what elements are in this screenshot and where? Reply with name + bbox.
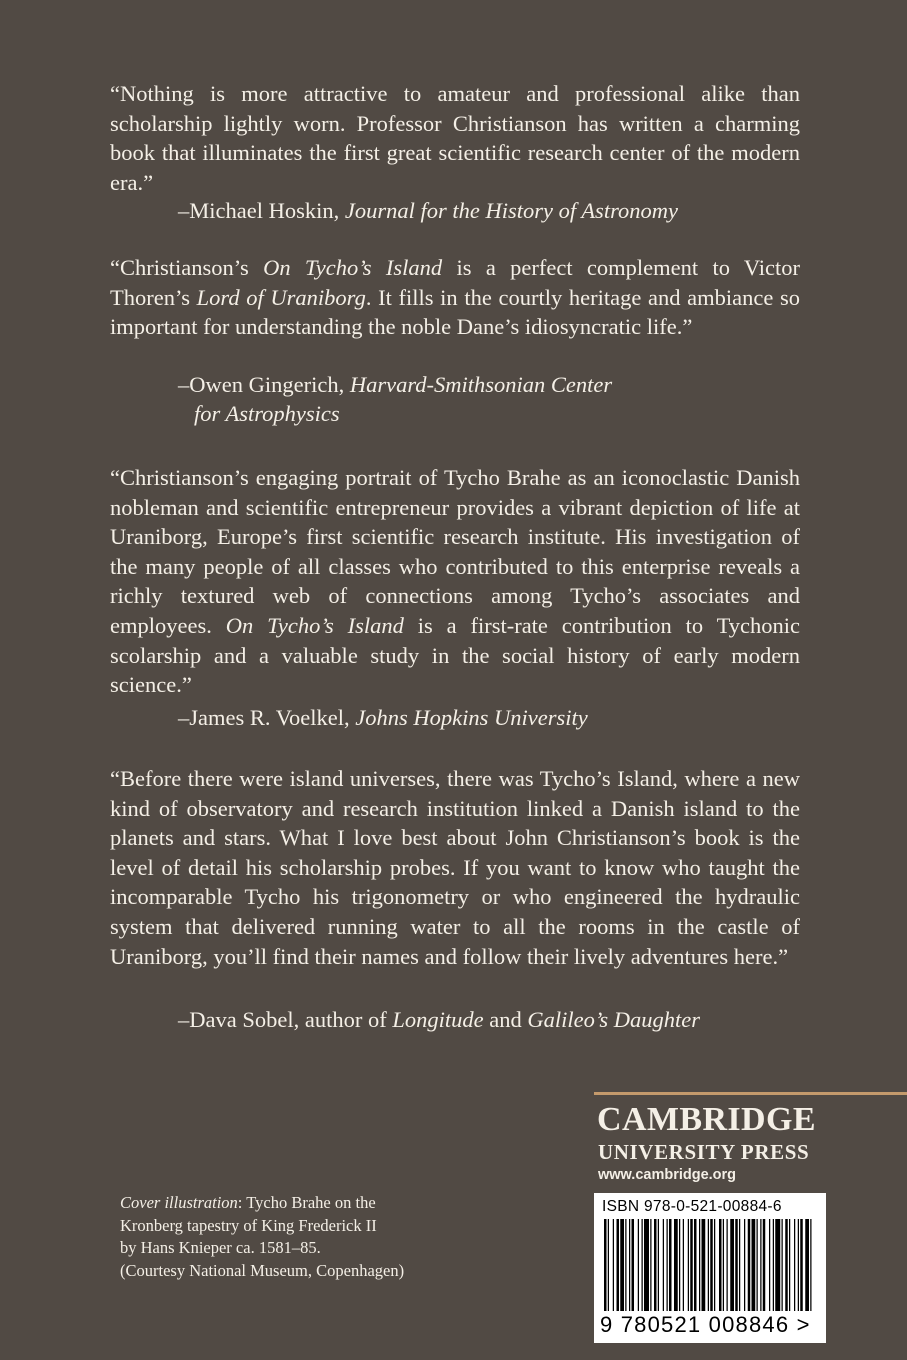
reviewer-source: Harvard-Smithsonian Center	[349, 372, 613, 397]
barcode-bar	[710, 1219, 713, 1311]
barcode-bar	[708, 1219, 709, 1311]
barcode-bar	[625, 1219, 626, 1311]
barcode-bar	[798, 1219, 799, 1311]
book-title: On Tycho’s Island	[263, 255, 443, 280]
barcode-bar	[757, 1219, 758, 1311]
book-title: Galileo’s Daughter	[527, 1007, 701, 1032]
barcode-bar	[617, 1219, 620, 1311]
publisher-url: www.cambridge.org	[598, 1167, 737, 1183]
barcode-bar	[702, 1219, 706, 1311]
barcode-bar	[669, 1219, 672, 1311]
credit-text: (Courtesy National Museum, Copenhagen)	[120, 1260, 405, 1280]
reviewer-source: Journal for the History of Astronomy	[344, 198, 678, 223]
barcode-bar	[785, 1219, 788, 1311]
barcode-bar	[667, 1219, 668, 1311]
barcode-bar	[760, 1219, 761, 1311]
credit-text: : Tycho Brahe on the	[237, 1193, 376, 1212]
quote-text: is a first-rate contribution to Tychonic scolarship and a valuable study in the social history of early modern science.”	[110, 612, 800, 698]
barcode-bar	[654, 1219, 657, 1311]
quote-text: “Christianson’s engaging portrait of Tycho Brahe as an iconoclastic Danish nobleman and scientific entrepreneur provides a vibrant depiction of life at Uraniborg, Europe’s first scientific research institute. His investigation of the many people of all classes who contributed to this enterprise reveals a richly textured web of connections among Tycho’s associates and employees.	[110, 465, 800, 638]
barcode-bar	[613, 1219, 614, 1311]
review-quote-gingerich	[110, 253, 800, 342]
reviewer-name: –Owen Gingerich,	[178, 372, 350, 397]
review-quote-hoskin: “Nothing is more attractive to amateur and professional alike than scholarship lightly worn. Professor Christianson has written a charming book that illuminates the first great scientific research center of the modern era.”	[110, 81, 800, 195]
quote-text: is a perfect complement to Victor Thoren’s	[110, 255, 800, 310]
barcode-bar	[794, 1219, 795, 1311]
barcode-bar	[719, 1219, 722, 1311]
barcode-bar	[699, 1219, 700, 1311]
review-attribution-sobel	[178, 1005, 700, 1035]
barcode-bar	[730, 1219, 734, 1311]
barcode-bar	[752, 1219, 756, 1311]
publisher-accent-rule	[594, 1092, 907, 1095]
barcode-bar	[727, 1219, 728, 1311]
barcode-bar	[650, 1219, 651, 1311]
quote-text: “Christianson’s	[110, 255, 264, 280]
barcode-bar	[638, 1219, 639, 1311]
reviewer-source: Johns Hopkins University	[355, 705, 588, 730]
barcode-bar	[748, 1219, 751, 1311]
barcode-bar	[810, 1219, 811, 1311]
reviewer-name: –Michael Hoskin,	[178, 198, 345, 223]
barcode-bar	[735, 1219, 738, 1311]
barcode-bar	[679, 1219, 680, 1311]
reviewer-name: –Dava Sobel, author of	[178, 1007, 393, 1032]
barcode-bar	[642, 1219, 643, 1311]
isbn-barcode	[594, 1193, 826, 1343]
barcode-bar	[782, 1219, 783, 1311]
barcode-bar	[690, 1219, 693, 1311]
cover-illustration-credit	[120, 1192, 480, 1282]
barcode-bar	[658, 1219, 659, 1311]
barcode-bar	[775, 1219, 780, 1311]
credit-text: Kronberg tapestry of King Frederick II	[120, 1215, 377, 1235]
barcode-bar	[744, 1219, 745, 1311]
review-attribution-voelkel	[178, 703, 588, 733]
publisher-logo-name: CAMBRIDGE	[597, 1101, 816, 1138]
barcode-bars	[602, 1219, 818, 1313]
publisher-logo-press: UNIVERSITY PRESS	[598, 1140, 810, 1164]
barcode-bar	[683, 1219, 684, 1311]
barcode-bar	[608, 1219, 609, 1311]
barcode-bar	[763, 1219, 766, 1311]
review-attribution-gingerich-line2	[194, 399, 340, 429]
credit-text: by Hans Knieper ca. 1581–85.	[120, 1238, 321, 1257]
review-attribution-hoskin	[178, 196, 678, 226]
barcode-bar	[632, 1219, 635, 1311]
reviewer-name: –James R. Voelkel,	[178, 705, 356, 730]
barcode-bar	[739, 1219, 740, 1311]
barcode-bar	[694, 1219, 697, 1311]
isbn-label: ISBN 978-0-521-00884-6	[602, 1198, 782, 1215]
barcode-bar	[688, 1219, 689, 1311]
book-title: Longitude	[392, 1007, 484, 1032]
barcode-bar	[644, 1219, 649, 1311]
barcode-bar	[800, 1219, 803, 1311]
review-quote-sobel: “Before there were island universes, there was Tycho’s Island, where a new kind of observatory and research institution linked a Danish island to the planets and stars. What I love best about John Christianson’s book is the level of detail his scholarship probes. If you want to know who taught the incomparable Tycho his trigonometry or who engineered the hydraulic system that delivered running water to all the rooms in the castle of Uraniborg, you’ll find their names and follow their lively adventures here.”	[110, 766, 800, 969]
barcode-bar	[604, 1219, 607, 1311]
barcode-bar	[714, 1219, 715, 1311]
barcode-bar	[723, 1219, 724, 1311]
review-quote-voelkel	[110, 463, 800, 700]
credit-label: Cover illustration	[120, 1193, 238, 1212]
book-title: Lord of Uraniborg	[196, 284, 366, 310]
quote-text: . It fills in the courtly heritage and ambiance so important for understanding the noble Dane’s idiosyncratic life.”	[110, 284, 800, 340]
barcode-bar	[663, 1219, 664, 1311]
barcode-bar	[620, 1219, 624, 1311]
barcode-bar	[674, 1219, 678, 1311]
barcode-digits: 9 780521 008846 >	[600, 1312, 811, 1337]
barcode-bar	[805, 1219, 809, 1311]
book-title: On Tycho’s Island	[225, 612, 404, 638]
barcode-bar	[773, 1219, 774, 1311]
conjunction: and	[483, 1007, 528, 1032]
barcode-bar	[769, 1219, 770, 1311]
review-attribution-gingerich	[178, 370, 612, 400]
reviewer-source: for Astrophysics	[194, 401, 340, 426]
barcode-bar	[629, 1219, 630, 1311]
barcode-bar	[789, 1219, 790, 1311]
